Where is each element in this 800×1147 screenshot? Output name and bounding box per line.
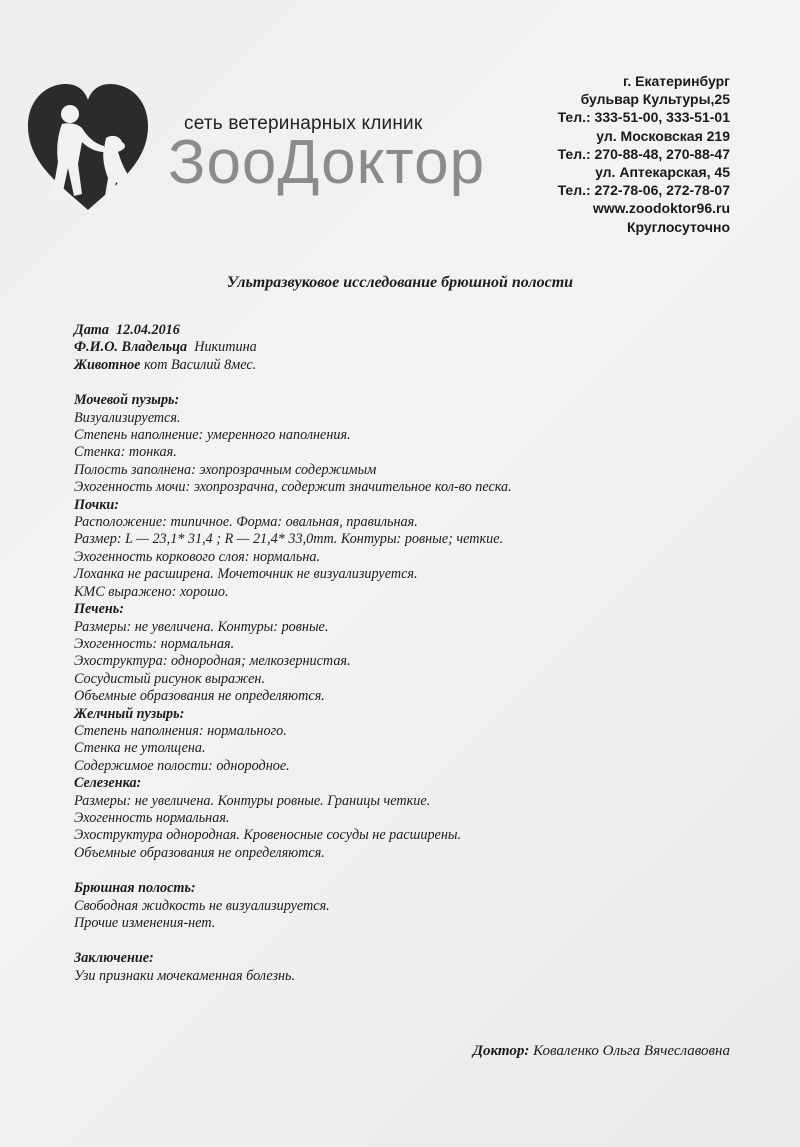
clinic-tagline: сеть ветеринарных клиник bbox=[184, 113, 423, 134]
finding-line: Эхогенность: нормальная. bbox=[74, 635, 235, 652]
finding-line: Стенка: тонкая. bbox=[74, 444, 177, 461]
finding-line: Визуализируется. bbox=[74, 409, 181, 426]
finding-line: Степень наполнения: нормального. bbox=[74, 722, 287, 739]
section-heading-kidneys: Почки: bbox=[74, 496, 120, 513]
person-head bbox=[61, 105, 79, 123]
owner-line bbox=[74, 339, 754, 356]
clinic-brand-name: ЗооДоктор bbox=[168, 128, 486, 197]
finding-line: Содержимое полости: однородное. bbox=[74, 757, 290, 774]
finding-line: Эхоструктура однородная. Кровеносные сосуды не расширены. bbox=[74, 827, 462, 844]
owner-value: Никитина bbox=[194, 339, 257, 356]
date-value: 12.04.2016 bbox=[116, 322, 180, 338]
finding-line: Лоханка не расширена. Мочеточник не визуализируется. bbox=[74, 566, 418, 583]
finding-line: Эхоструктура: однородная; мелкозернистая. bbox=[74, 653, 351, 670]
report-body bbox=[74, 322, 754, 985]
date-line bbox=[74, 322, 754, 339]
finding-line: Эхогенность коркового слоя: нормальна. bbox=[74, 548, 321, 565]
finding-line: Размеры: не увеличена. Контуры ровные. Границы четкие. bbox=[74, 792, 431, 809]
finding-line: Стенка не утолщена. bbox=[74, 740, 206, 757]
conclusion-text: Узи признаки мочекаменная болезнь. bbox=[74, 967, 296, 984]
animal-label: Животное bbox=[74, 356, 141, 373]
owner-label: Ф.И.О. Владельца bbox=[74, 339, 188, 356]
contact-line: Круглосуточно bbox=[626, 218, 730, 235]
section-heading-gallbladder: Желчный пузырь: bbox=[74, 705, 185, 722]
contact-line: бульвар Культуры,25 bbox=[580, 91, 730, 108]
date-label: Дата bbox=[74, 322, 109, 338]
animal-value: кот Василий 8мес. bbox=[144, 356, 257, 373]
finding-line: Размер: L — 23,1* 31,4 ; R — 21,4* 33,0mm. Контуры: ровные; четкие. bbox=[74, 531, 504, 548]
section-heading-bladder: Мочевой пузырь: bbox=[74, 392, 180, 409]
section-heading-abdomen: Брюшная полость: bbox=[74, 880, 196, 897]
finding-line: Эхогенность нормальная. bbox=[74, 809, 230, 826]
section-heading-conclusion: Заключение: bbox=[74, 950, 154, 967]
doctor-label: Доктор: bbox=[472, 1043, 530, 1059]
contact-line: www.zoodoktor96.ru bbox=[592, 200, 730, 217]
animal-line bbox=[74, 357, 754, 374]
section-heading-spleen: Селезенка: bbox=[74, 775, 142, 792]
contact-line: ул. Аптекарская, 45 bbox=[595, 164, 730, 181]
finding-line: Расположение: типичное. Форма: овальная, правильная. bbox=[74, 514, 418, 531]
finding-line: КМС выражено: хорошо. bbox=[74, 583, 229, 600]
finding-line: Размеры: не увеличена. Контуры: ровные. bbox=[74, 618, 329, 635]
document-title: Ультразвуковое исследование брюшной полости bbox=[226, 274, 574, 291]
finding-line: Прочие изменения-нет. bbox=[74, 915, 216, 931]
contact-line: Тел.: 272-78-06, 272-78-07 bbox=[557, 182, 730, 199]
finding-line: Степень наполнение: умеренного наполнения. bbox=[74, 427, 351, 444]
doctor-signature-line bbox=[473, 1043, 730, 1060]
finding-line: Эхогенность мочи: эхопрозрачна, содержит значительное кол-во песка. bbox=[74, 479, 512, 496]
contact-line: Тел.: 270-88-48, 270-88-47 bbox=[557, 145, 730, 162]
contact-line: Тел.: 333-51-00, 333-51-01 bbox=[557, 109, 730, 126]
section-heading-liver: Печень: bbox=[74, 601, 124, 618]
finding-line: Сосудистый рисунок выражен. bbox=[74, 670, 266, 687]
finding-line: Свободная жидкость не визуализируется. bbox=[74, 897, 330, 914]
finding-line: Полость заполнена: эхопрозрачным содержимым bbox=[74, 461, 377, 478]
heart-logo-icon bbox=[22, 78, 154, 218]
contact-block bbox=[558, 72, 730, 236]
contact-line: г. Екатеринбург bbox=[622, 73, 730, 89]
doctor-name: Коваленко Ольга Вячеславовна bbox=[533, 1043, 730, 1059]
finding-line: Объемные образования не определяются. bbox=[74, 688, 325, 705]
finding-line: Объемные образования не определяются. bbox=[74, 844, 325, 861]
contact-line: ул. Московская 219 bbox=[596, 127, 730, 144]
